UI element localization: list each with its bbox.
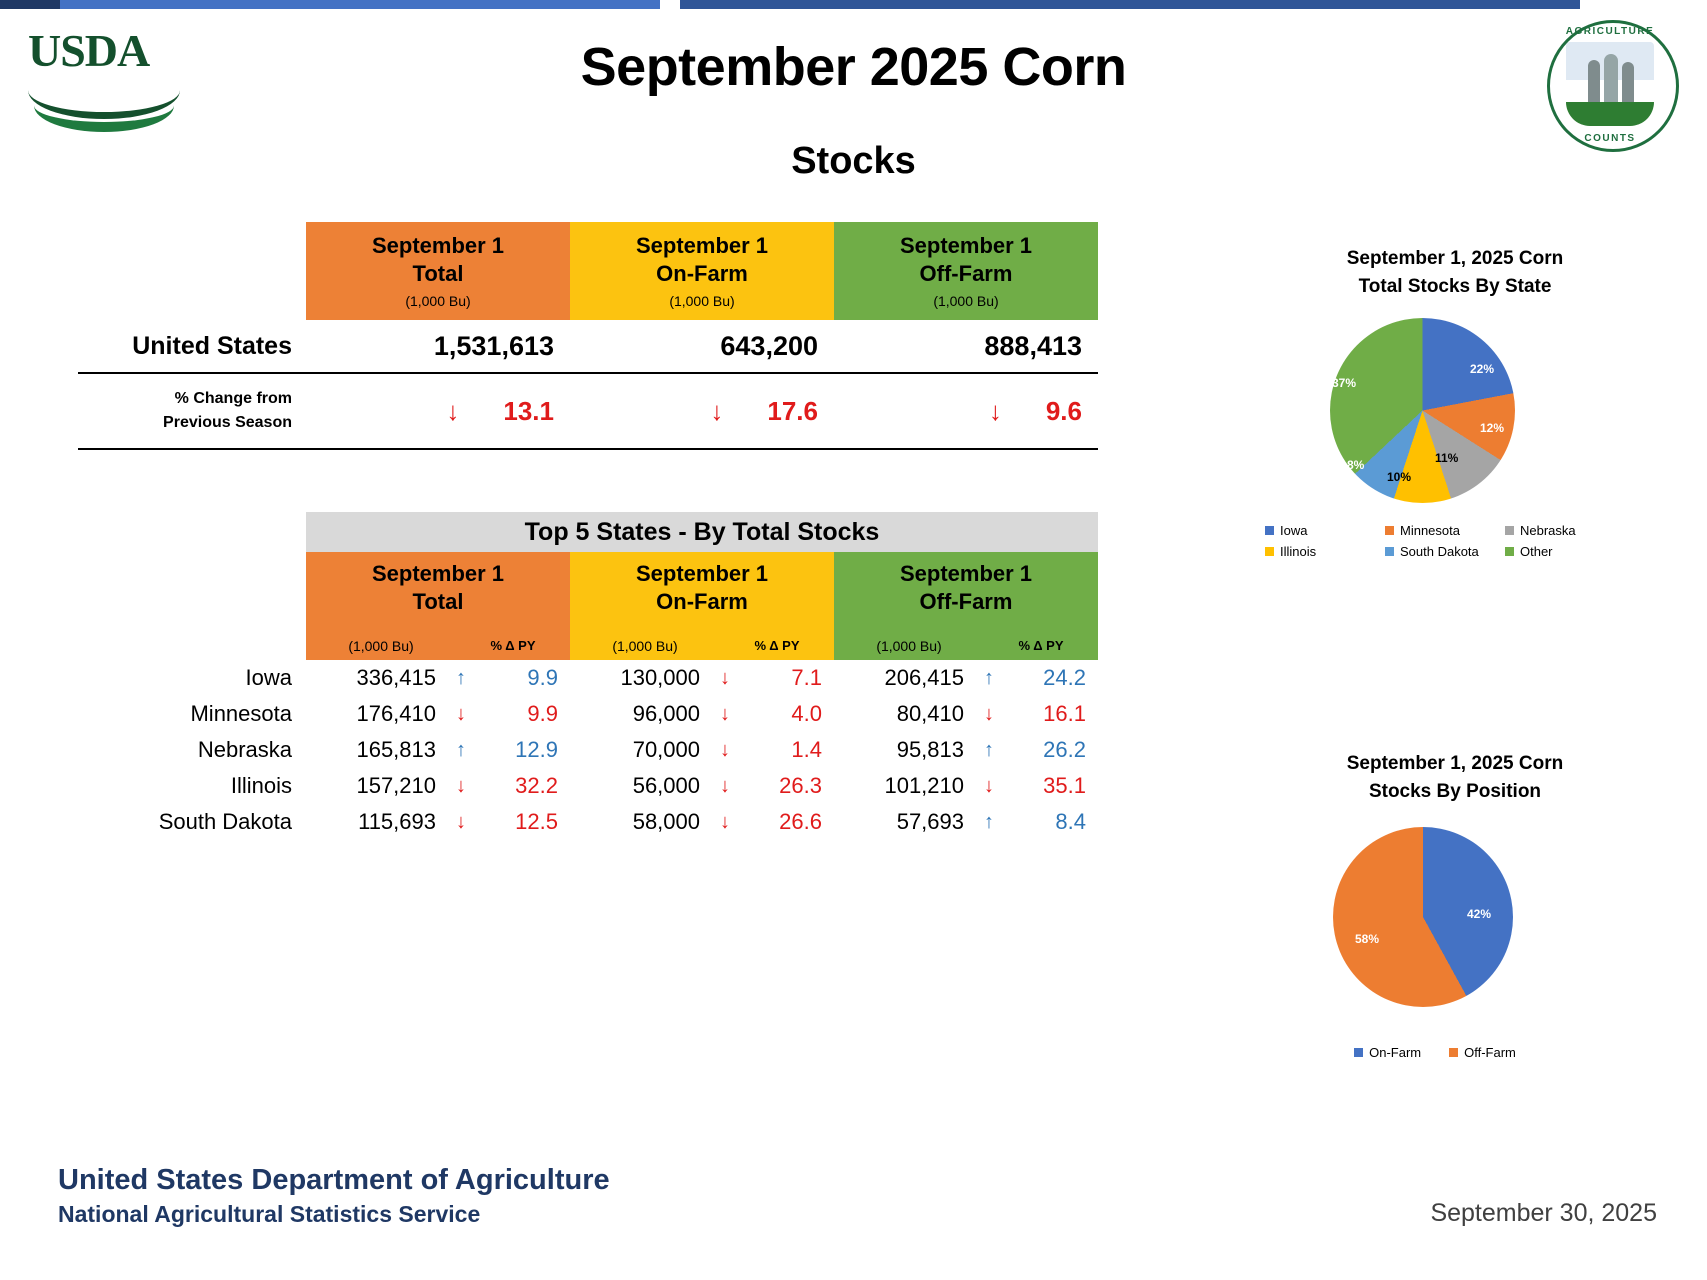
state-onfarm-pct: 7.1 [791,665,822,690]
state-onfarm-value: 130,000 [620,665,700,690]
top5-column-header-onfarm-units: (1,000 Bu) [612,638,678,654]
arrow-down-icon-offfarm: ↓ [988,395,1002,426]
chart-stocks-by-state-title [1255,245,1655,300]
chart-stocks-by-state-legend [1265,520,1615,562]
state-total-group [306,773,570,799]
table-row-united-states [78,320,1098,374]
chart-stocks-by-position-title [1255,750,1655,805]
column-header-onfarm-units: (1,000 Bu) [669,293,735,310]
row-label-percent-change-line1: % Change from [174,390,292,407]
pie-slice-label-iowa: 22% [1470,362,1495,377]
state-offfarm-value: 57,693 [896,809,964,834]
top-bar-segment-2 [60,0,660,9]
arrow-down-icon: ↓ [720,774,730,797]
arrow-up-icon: ↑ [984,666,994,689]
state-total-pct: 32.2 [515,773,558,798]
chart-title-line1: September 1, 2025 Corn [1346,753,1564,774]
state-total-value: 336,415 [356,665,436,690]
state-offfarm-pct: 8.4 [1055,809,1086,834]
legend-swatch-icon-illinois [1265,547,1274,556]
pie-slice-label-off-farm: 58% [1355,932,1380,947]
top5-column-header-onfarm-pct: % Δ PY [754,638,800,653]
top5-states-table [78,512,1098,840]
state-offfarm-group [834,737,1098,763]
us-onfarm-change-value: 17.6 [767,395,818,426]
state-onfarm-value: 56,000 [632,773,700,798]
table-row [78,804,1098,840]
state-onfarm-pct: 1.4 [791,737,822,762]
legend-swatch-icon-minnesota [1385,526,1394,535]
arrow-down-icon: ↓ [456,810,466,833]
state-total-value: 157,210 [356,773,436,798]
footer-date: September 30, 2025 [1430,1199,1657,1227]
state-total-pct: 9.9 [527,665,558,690]
chart-title-line2: Stocks By Position [1368,780,1542,802]
state-onfarm-group [570,665,834,691]
arrow-down-icon: ↓ [720,666,730,689]
state-name: Iowa [245,665,292,690]
state-onfarm-group [570,773,834,799]
legend-swatch-icon-iowa [1265,526,1274,535]
national-table-header [306,222,1098,320]
top-bar-segment-3 [680,0,1580,9]
arrow-up-icon: ↑ [984,738,994,761]
state-total-pct: 12.5 [515,809,558,834]
state-name: Illinois [230,773,292,798]
state-onfarm-pct: 26.3 [779,773,822,798]
chart-stocks-by-position-plot [1255,827,1655,1012]
state-onfarm-group [570,809,834,835]
state-onfarm-value: 96,000 [632,701,700,726]
table-row [78,732,1098,768]
top5-column-header-onfarm-line1: September 1 [635,561,769,586]
arrow-down-icon: ↓ [720,702,730,725]
top5-column-header-offfarm-line2: Off-Farm [919,589,1013,615]
table-row-percent-change [78,374,1098,450]
state-onfarm-value: 58,000 [632,809,700,834]
pie-slice-label-other: 37% [1332,376,1357,391]
legend-label-other: Other [1520,544,1553,560]
legend-label-nebraska: Nebraska [1520,523,1576,539]
state-name: Nebraska [197,737,292,762]
arrow-down-icon: ↓ [984,702,994,725]
state-onfarm-pct: 26.6 [779,809,822,834]
arrow-down-icon-total: ↓ [446,395,460,426]
state-offfarm-pct: 24.2 [1043,665,1086,690]
state-offfarm-pct: 35.1 [1043,773,1086,798]
us-offfarm-value: 888,413 [984,330,1082,361]
arrow-down-icon: ↓ [720,738,730,761]
us-total-change [306,396,570,427]
legend-label-south-dakota: South Dakota [1400,544,1479,560]
legend-item-minnesota [1385,523,1505,538]
pie-state-graphic [1330,318,1515,503]
legend-label-minnesota: Minnesota [1400,523,1460,539]
chart-stocks-by-state-plot [1255,318,1655,498]
us-total-value: 1,531,613 [433,330,554,361]
state-offfarm-group [834,809,1098,835]
column-header-offfarm [834,222,1098,320]
footer-agency-line2: National Agricultural Statistics Service [58,1201,481,1227]
column-header-onfarm-line1: September 1 [635,233,769,258]
state-offfarm-value: 101,210 [884,773,964,798]
state-onfarm-group [570,737,834,763]
us-onfarm-change [570,396,834,427]
column-header-total-units: (1,000 Bu) [405,293,471,310]
legend-label-off-farm: Off-Farm [1464,1045,1516,1061]
state-offfarm-pct: 26.2 [1043,737,1086,762]
us-offfarm-change-value: 9.6 [1045,395,1082,426]
table-row [78,660,1098,696]
column-header-total [306,222,570,320]
state-total-group [306,809,570,835]
legend-swatch-icon-south-dakota [1385,547,1394,556]
top5-column-header-offfarm-units: (1,000 Bu) [876,638,942,654]
arrow-down-icon-onfarm: ↓ [710,395,724,426]
legend-swatch-icon-other [1505,547,1514,556]
state-offfarm-value: 95,813 [896,737,964,762]
pie-slice-label-minnesota: 12% [1480,421,1505,436]
legend-label-iowa: Iowa [1280,523,1308,539]
top5-column-header-total-line2: Total [412,589,464,615]
legend-swatch-icon-off-farm [1449,1048,1458,1057]
top5-column-header-total-line1: September 1 [371,561,505,586]
state-total-group [306,665,570,691]
chart-title-line2: Total Stocks By State [1358,275,1552,297]
footer-agency-line1: United States Department of Agriculture [58,1164,610,1196]
table-row [78,696,1098,732]
column-header-offfarm-line2: Off-Farm [919,261,1013,287]
row-label-percent-change-line2: Previous Season [163,414,292,431]
national-stocks-table [78,222,1098,450]
footer-agency [58,1164,610,1228]
state-total-pct: 12.9 [515,737,558,762]
state-onfarm-value: 70,000 [632,737,700,762]
top5-column-header-total-units: (1,000 Bu) [348,638,414,654]
top5-column-header-offfarm-pct: % Δ PY [1018,638,1064,653]
arrow-up-icon: ↑ [456,666,466,689]
legend-item-on-farm [1354,1045,1421,1060]
top5-column-header-total [306,552,570,660]
top5-banner: Top 5 States - By Total Stocks [306,512,1098,552]
top5-column-header-total-pct: % Δ PY [490,638,536,653]
legend-item-nebraska [1505,523,1615,538]
state-offfarm-group [834,773,1098,799]
top5-column-header-offfarm-line1: September 1 [899,561,1033,586]
us-onfarm-value: 643,200 [720,330,818,361]
us-total-change-value: 13.1 [503,395,554,426]
state-total-group [306,701,570,727]
legend-item-other [1505,544,1615,559]
pie-slice-label-south-dakota: 8% [1347,458,1365,473]
state-offfarm-value: 206,415 [884,665,964,690]
top5-column-header-onfarm-line2: On-Farm [656,589,748,615]
pie-slice-label-on-farm: 42% [1467,907,1492,922]
column-header-total-line2: Total [412,261,464,287]
state-total-value: 165,813 [356,737,436,762]
state-total-value: 115,693 [358,809,436,834]
agcounts-top-text: AGRICULTURE [1565,26,1655,37]
state-total-value: 176,410 [356,701,436,726]
agcounts-bottom-text: COUNTS [1584,133,1636,144]
row-label-percent-change [78,387,306,435]
state-name: South Dakota [158,809,292,834]
column-header-offfarm-line1: September 1 [899,233,1033,258]
legend-label-on-farm: On-Farm [1369,1045,1422,1061]
chart-stocks-by-position [1255,750,1655,1063]
arrow-up-icon: ↑ [456,738,466,761]
column-header-onfarm [570,222,834,320]
top5-column-header-offfarm [834,552,1098,660]
top5-table-header [306,552,1098,660]
pie-slice-label-illinois: 10% [1387,470,1412,485]
page-title: September 2025 Corn [580,37,1127,97]
pie-slice-label-nebraska: 11% [1435,451,1459,466]
arrow-down-icon: ↓ [720,810,730,833]
top5-column-header-onfarm [570,552,834,660]
state-total-group [306,737,570,763]
state-name: Minnesota [190,701,292,726]
chart-title-line1: September 1, 2025 Corn [1346,248,1564,269]
state-onfarm-group [570,701,834,727]
arrow-down-icon: ↓ [456,702,466,725]
column-header-offfarm-units: (1,000 Bu) [933,293,999,310]
state-offfarm-group [834,701,1098,727]
table-row [78,768,1098,804]
state-offfarm-value: 80,410 [896,701,964,726]
arrow-down-icon: ↓ [984,774,994,797]
state-offfarm-pct: 16.1 [1043,701,1086,726]
legend-item-off-farm [1449,1045,1516,1060]
legend-swatch-icon-on-farm [1354,1048,1363,1057]
arrow-down-icon: ↓ [456,774,466,797]
arrow-up-icon: ↑ [984,810,994,833]
chart-stocks-by-position-legend [1305,1042,1565,1063]
top-decorative-bar [0,0,1707,9]
state-onfarm-pct: 4.0 [791,701,822,726]
legend-item-illinois [1265,544,1385,559]
usda-logo-text: USDA [28,25,150,76]
legend-item-iowa [1265,523,1385,538]
top-bar-segment-1 [0,0,60,9]
column-header-total-line1: September 1 [371,233,505,258]
state-total-pct: 9.9 [527,701,558,726]
us-offfarm-change [834,396,1098,427]
page-subtitle: Stocks [791,140,916,182]
column-header-onfarm-line2: On-Farm [656,261,748,287]
row-label-united-states: United States [132,331,292,360]
legend-item-south-dakota [1385,544,1505,559]
legend-label-illinois: Illinois [1280,544,1317,560]
legend-swatch-icon-nebraska [1505,526,1514,535]
chart-stocks-by-state [1255,245,1655,562]
state-offfarm-group [834,665,1098,691]
